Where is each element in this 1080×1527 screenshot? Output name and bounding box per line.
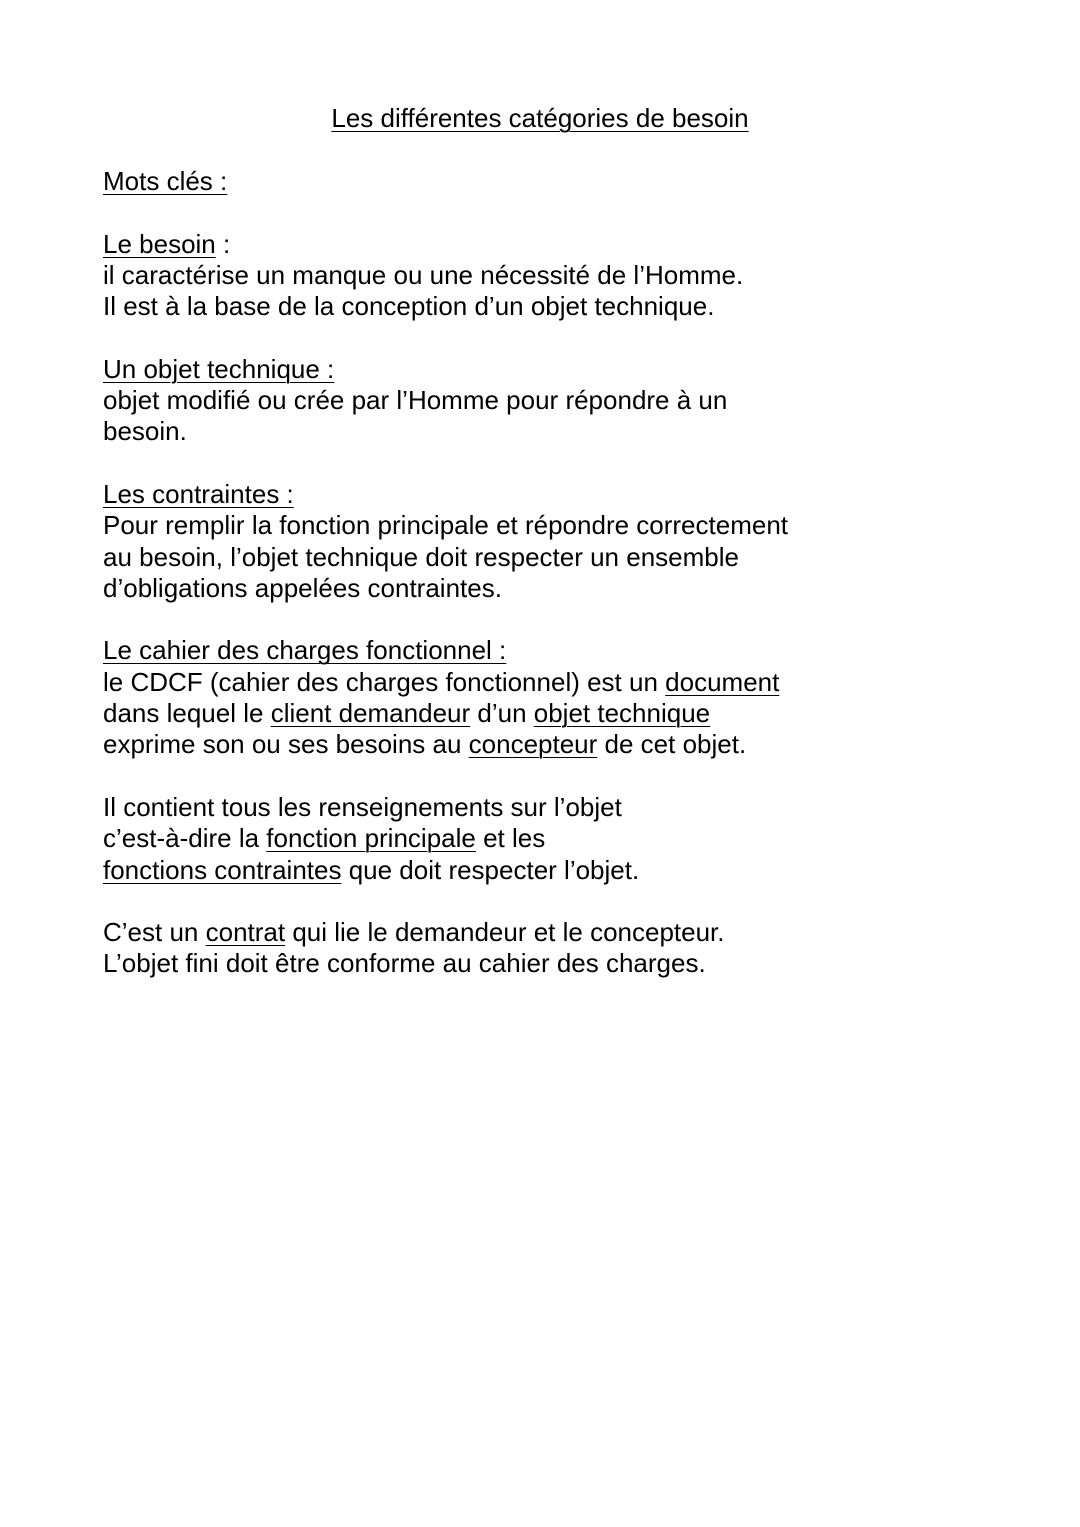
keyword-objet-technique: objet technique — [533, 698, 711, 729]
besoin-heading — [103, 229, 883, 260]
besoin-line-1: il caractérise un manque ou une nécessité de l’Homme. — [103, 259, 744, 290]
spacer — [103, 197, 883, 228]
contraintes-line-1: Pour remplir la fonction principale et répondre correctement — [103, 510, 789, 541]
spacer — [103, 761, 883, 792]
keywords-heading: Mots clés : — [103, 166, 228, 196]
besoin-colon: : — [215, 228, 231, 259]
keyword-fonction-principale: fonction principale — [266, 823, 476, 854]
cdcf-p3-line-2: L’objet fini doit être conforme au cahier des charges. — [103, 948, 706, 979]
spacer — [103, 322, 883, 353]
spacer — [103, 886, 883, 917]
objet-technique-line-1: objet modifié ou crée par l’Homme pour répondre à un — [103, 385, 728, 416]
document-body — [103, 166, 883, 980]
keyword-contrat: contrat — [205, 917, 286, 948]
page-title — [0, 102, 1080, 134]
contraintes-line-3: d’obligations appelées contraintes. — [103, 572, 502, 603]
besoin-term: Le besoin — [103, 228, 216, 259]
contraintes-heading: Les contraintes : — [103, 478, 294, 509]
cdcf-line-1: le CDCF (cahier des charges fonctionnel) est un document — [103, 666, 780, 697]
contraintes-line-2: au besoin, l’objet technique doit respecter un ensemble — [103, 541, 739, 572]
cdcf-p2-line-3: fonctions contraintes que doit respecter l’objet. — [103, 854, 640, 885]
objet-technique-line-2: besoin. — [103, 416, 187, 447]
objet-technique-heading: Un objet technique : — [103, 353, 335, 384]
cdcf-line-3: exprime son ou ses besoins au concepteur de cet objet. — [103, 729, 747, 760]
keyword-fonctions-contraintes: fonctions contraintes — [103, 854, 342, 885]
spacer — [103, 448, 883, 479]
cdcf-p2-line-1: Il contient tous les renseignements sur l’objet — [103, 791, 622, 822]
keyword-document: document — [665, 666, 780, 697]
cdcf-p2-line-2: c’est-à-dire la fonction principale et les — [103, 823, 546, 854]
cdcf-line-2: dans lequel le client demandeur d’un objet technique — [103, 698, 711, 729]
cdcf-heading: Le cahier des charges fonctionnel : — [103, 635, 507, 666]
cdcf-p3-line-1: C’est un contrat qui lie le demandeur et le concepteur. — [103, 917, 725, 948]
besoin-line-2: Il est à la base de la conception d’un objet technique. — [103, 291, 715, 322]
title-text: Les différentes catégories de besoin — [331, 103, 749, 133]
spacer — [103, 604, 883, 635]
keyword-concepteur: concepteur — [468, 729, 598, 760]
keyword-client-demandeur: client demandeur — [270, 698, 471, 729]
